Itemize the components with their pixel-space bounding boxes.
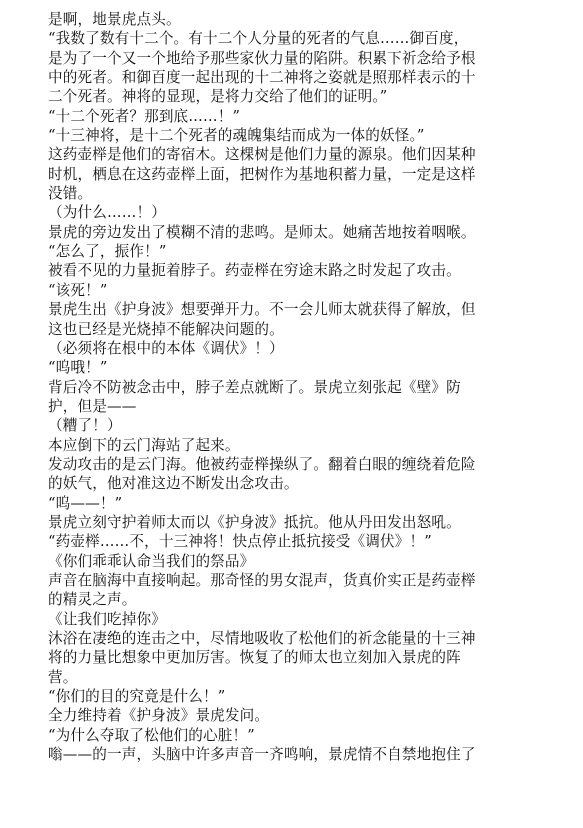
text-line: 声音在脑海中直接响起。那奇怪的男女混声，货真价实正是药壶榉 — [48, 571, 476, 589]
text-line: “为什么夺取了松他们的心脏！” — [48, 726, 255, 744]
text-line: “我数了数有十二个。有十二个人分量的死者的气息……御百度， — [48, 30, 469, 48]
text-line: 这药壶榉是他们的寄宿木。这棵树是他们力量的源泉。他们因某种 — [48, 146, 476, 164]
text-line: 全力维持着《护身波》景虎发问。 — [48, 707, 270, 725]
text-line: 嗡——的一声，头脑中许多声音一齐鸣响，景虎情不自禁地抱住了 — [48, 746, 476, 764]
text-line: 二个死者。神将的显现，是将力交给了他们的证明。” — [48, 88, 388, 106]
text-line: 沐浴在凄绝的连击之中，尽情地吸收了松他们的祈念能量的十三神 — [48, 630, 476, 647]
text-line: 发动攻击的是云门海。他被药壶榉操纵了。翻着白眼的缠绕着危险 — [48, 455, 476, 473]
text-line: 被看不见的力量扼着脖子。药壶榉在穷途末路之时发起了攻击。 — [48, 262, 461, 280]
text-line: 《让我们吃掉你》 — [48, 610, 166, 628]
text-line: 营。 — [48, 668, 78, 686]
text-line: （糟了！） — [48, 417, 122, 435]
text-line: 本应倒下的云门海站了起来。 — [48, 436, 240, 454]
text-line: “呜哦！” — [48, 359, 108, 377]
text-line: 的妖气，他对准这边不断发出念攻击。 — [48, 475, 299, 493]
text-line: 没错。 — [48, 185, 93, 203]
text-line: 是啊，地景虎点头。 — [48, 11, 181, 28]
text-line: 将的力量比想象中更加厉害。恢复了的师太也立刻加入景虎的阵 — [48, 649, 461, 667]
text-line: 护，但是—— — [48, 397, 137, 415]
text-line: 景虎的旁边发出了模糊不清的悲鸣。是师太。她痛苦地按着咽喉。 — [48, 223, 476, 241]
text-line: 这也已经是光烧掉不能解决问题的。 — [48, 320, 284, 338]
text-line: 时机，栖息在这药壶榉上面，把树作为基地积蓄力量，一定是这样 — [48, 165, 476, 183]
text-line: “该死！” — [48, 281, 108, 299]
text-line: 中的死者。和御百度一起出现的十二神将之姿就是照那样表示的十 — [48, 69, 476, 87]
text-line: 景虎立刻守护着师太而以《护身波》抵抗。他从丹田发出怒吼。 — [48, 513, 461, 531]
text-line: （为什么……！） — [48, 204, 166, 222]
text-line: 是为了一个又一个地给予那些家伙力量的陷阱。积累下祈念给予根 — [48, 49, 476, 67]
text-line: “十三神将，是十二个死者的魂魄集结而成为一体的妖怪。” — [48, 127, 425, 145]
text-line: “呜——！” — [48, 494, 123, 512]
text-line: 《你们乖乖认命当我们的祭品》 — [48, 552, 255, 570]
text-line: 景虎生出《护身波》想要弹开力。不一会儿师太就获得了解放，但 — [48, 301, 476, 319]
text-line: （必须将在根中的本体《调伏》！） — [48, 339, 284, 357]
text-line: 背后冷不防被念击中，脖子差点就断了。景虎立刻张起《壁》防 — [48, 378, 461, 396]
text-line: “十二个死者？那到底……！” — [48, 107, 241, 125]
text-line: “药壶榉……不，十三神将！快点停止抵抗接受《调伏》！” — [48, 533, 432, 551]
text-line: “怎么了，振作！” — [48, 243, 167, 261]
text-line: “你们的目的究竟是什么！” — [48, 688, 226, 706]
text-line: 的精灵之声。 — [48, 591, 137, 609]
